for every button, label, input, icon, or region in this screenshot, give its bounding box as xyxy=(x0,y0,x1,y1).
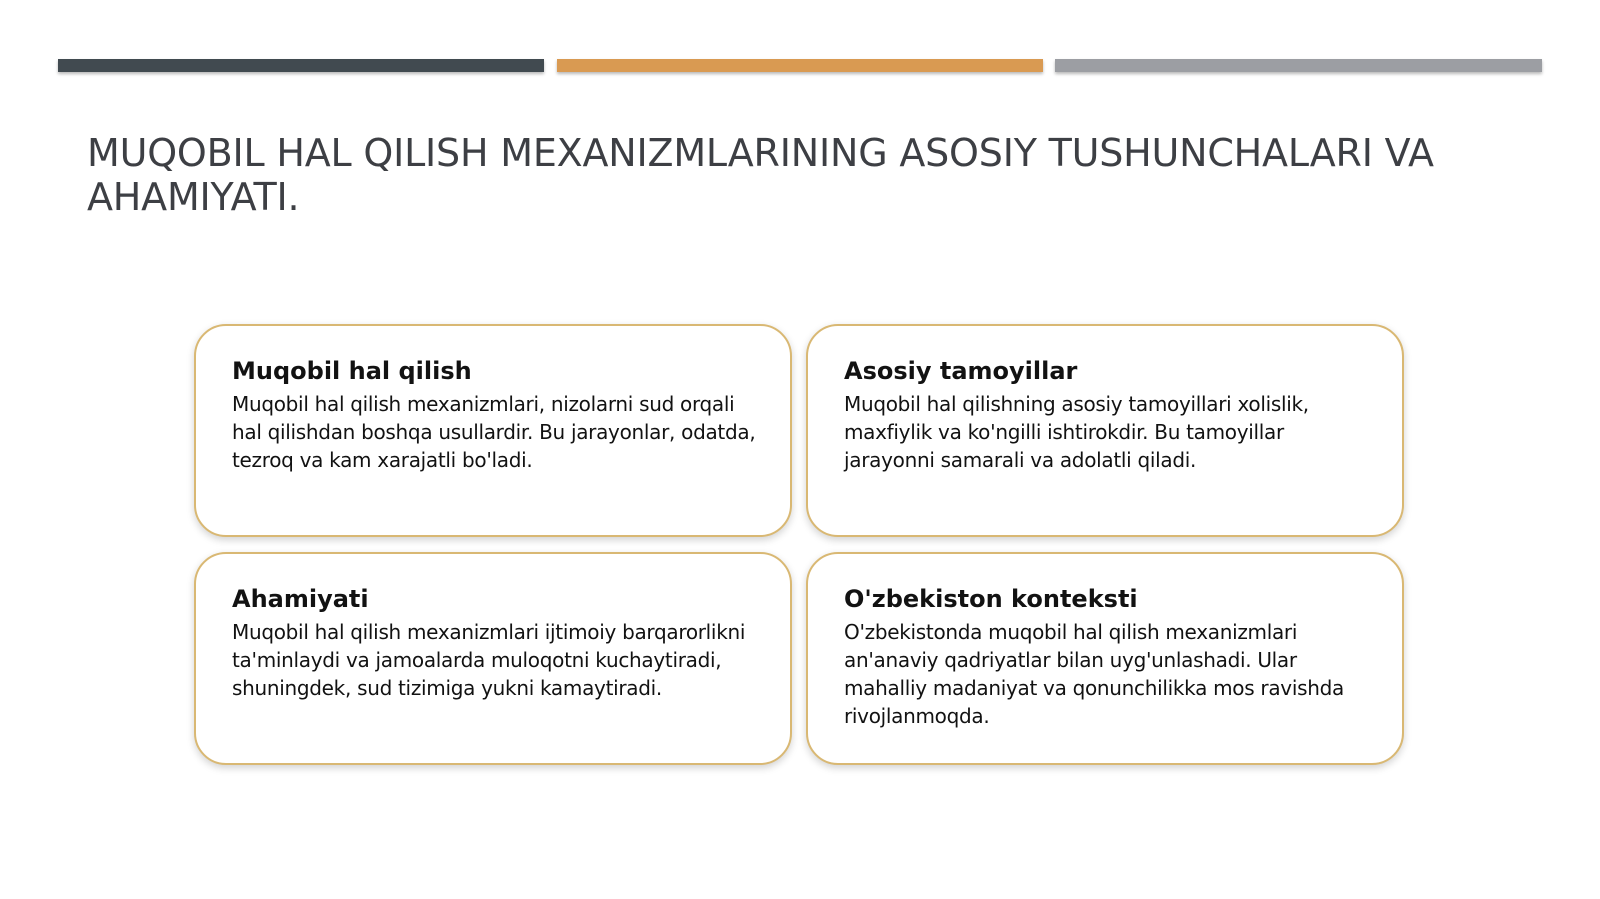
card-ozbekiston-konteksti xyxy=(806,552,1404,765)
slide-title: MUQOBIL HAL QILISH MEXANIZMLARINING ASOSIY TUSHUNCHALARI VA AHAMIYATI. xyxy=(87,131,1434,219)
card-heading: Asosiy tamoyillar xyxy=(844,357,1078,385)
card-ahamiyati xyxy=(194,552,792,765)
header-band-gray xyxy=(1055,59,1542,72)
card-asosiy-tamoyillar xyxy=(806,324,1404,537)
header-band-orange xyxy=(557,59,1043,72)
card-body-text: O'zbekistonda muqobil hal qilish mexanizmlari an'anaviy qadriyatlar bilan uyg'unlashadi. Ular mahalliy madaniyat va qonunchilikka mos ravishda rivojlanmoqda. xyxy=(844,620,1344,728)
card-body-text: Muqobil hal qilish mexanizmlari ijtimoiy barqarorlikni ta'minlaydi va jamoalarda muloqotni kuchaytiradi, shuningdek, sud tizimiga yukni kamaytiradi. xyxy=(232,620,746,700)
card-heading: Ahamiyati xyxy=(232,585,369,613)
card-body-text: Muqobil hal qilishning asosiy tamoyillari xolislik, maxfiylik va ko'ngilli ishtirokdir. Bu tamoyillar jarayonni samarali va adolatli qiladi. xyxy=(844,392,1309,472)
card-heading: Muqobil hal qilish xyxy=(232,357,472,385)
decorative-header-bands xyxy=(0,59,1600,73)
card-heading: O'zbekiston konteksti xyxy=(844,585,1138,613)
card-muqobil-hal-qilish xyxy=(194,324,792,537)
header-band-dark xyxy=(58,59,544,72)
card-body-text: Muqobil hal qilish mexanizmlari, nizolarni sud orqali hal qilishdan boshqa usullardir. Bu jarayonlar, odatda, tezroq va kam xarajatli bo'ladi. xyxy=(232,392,756,472)
